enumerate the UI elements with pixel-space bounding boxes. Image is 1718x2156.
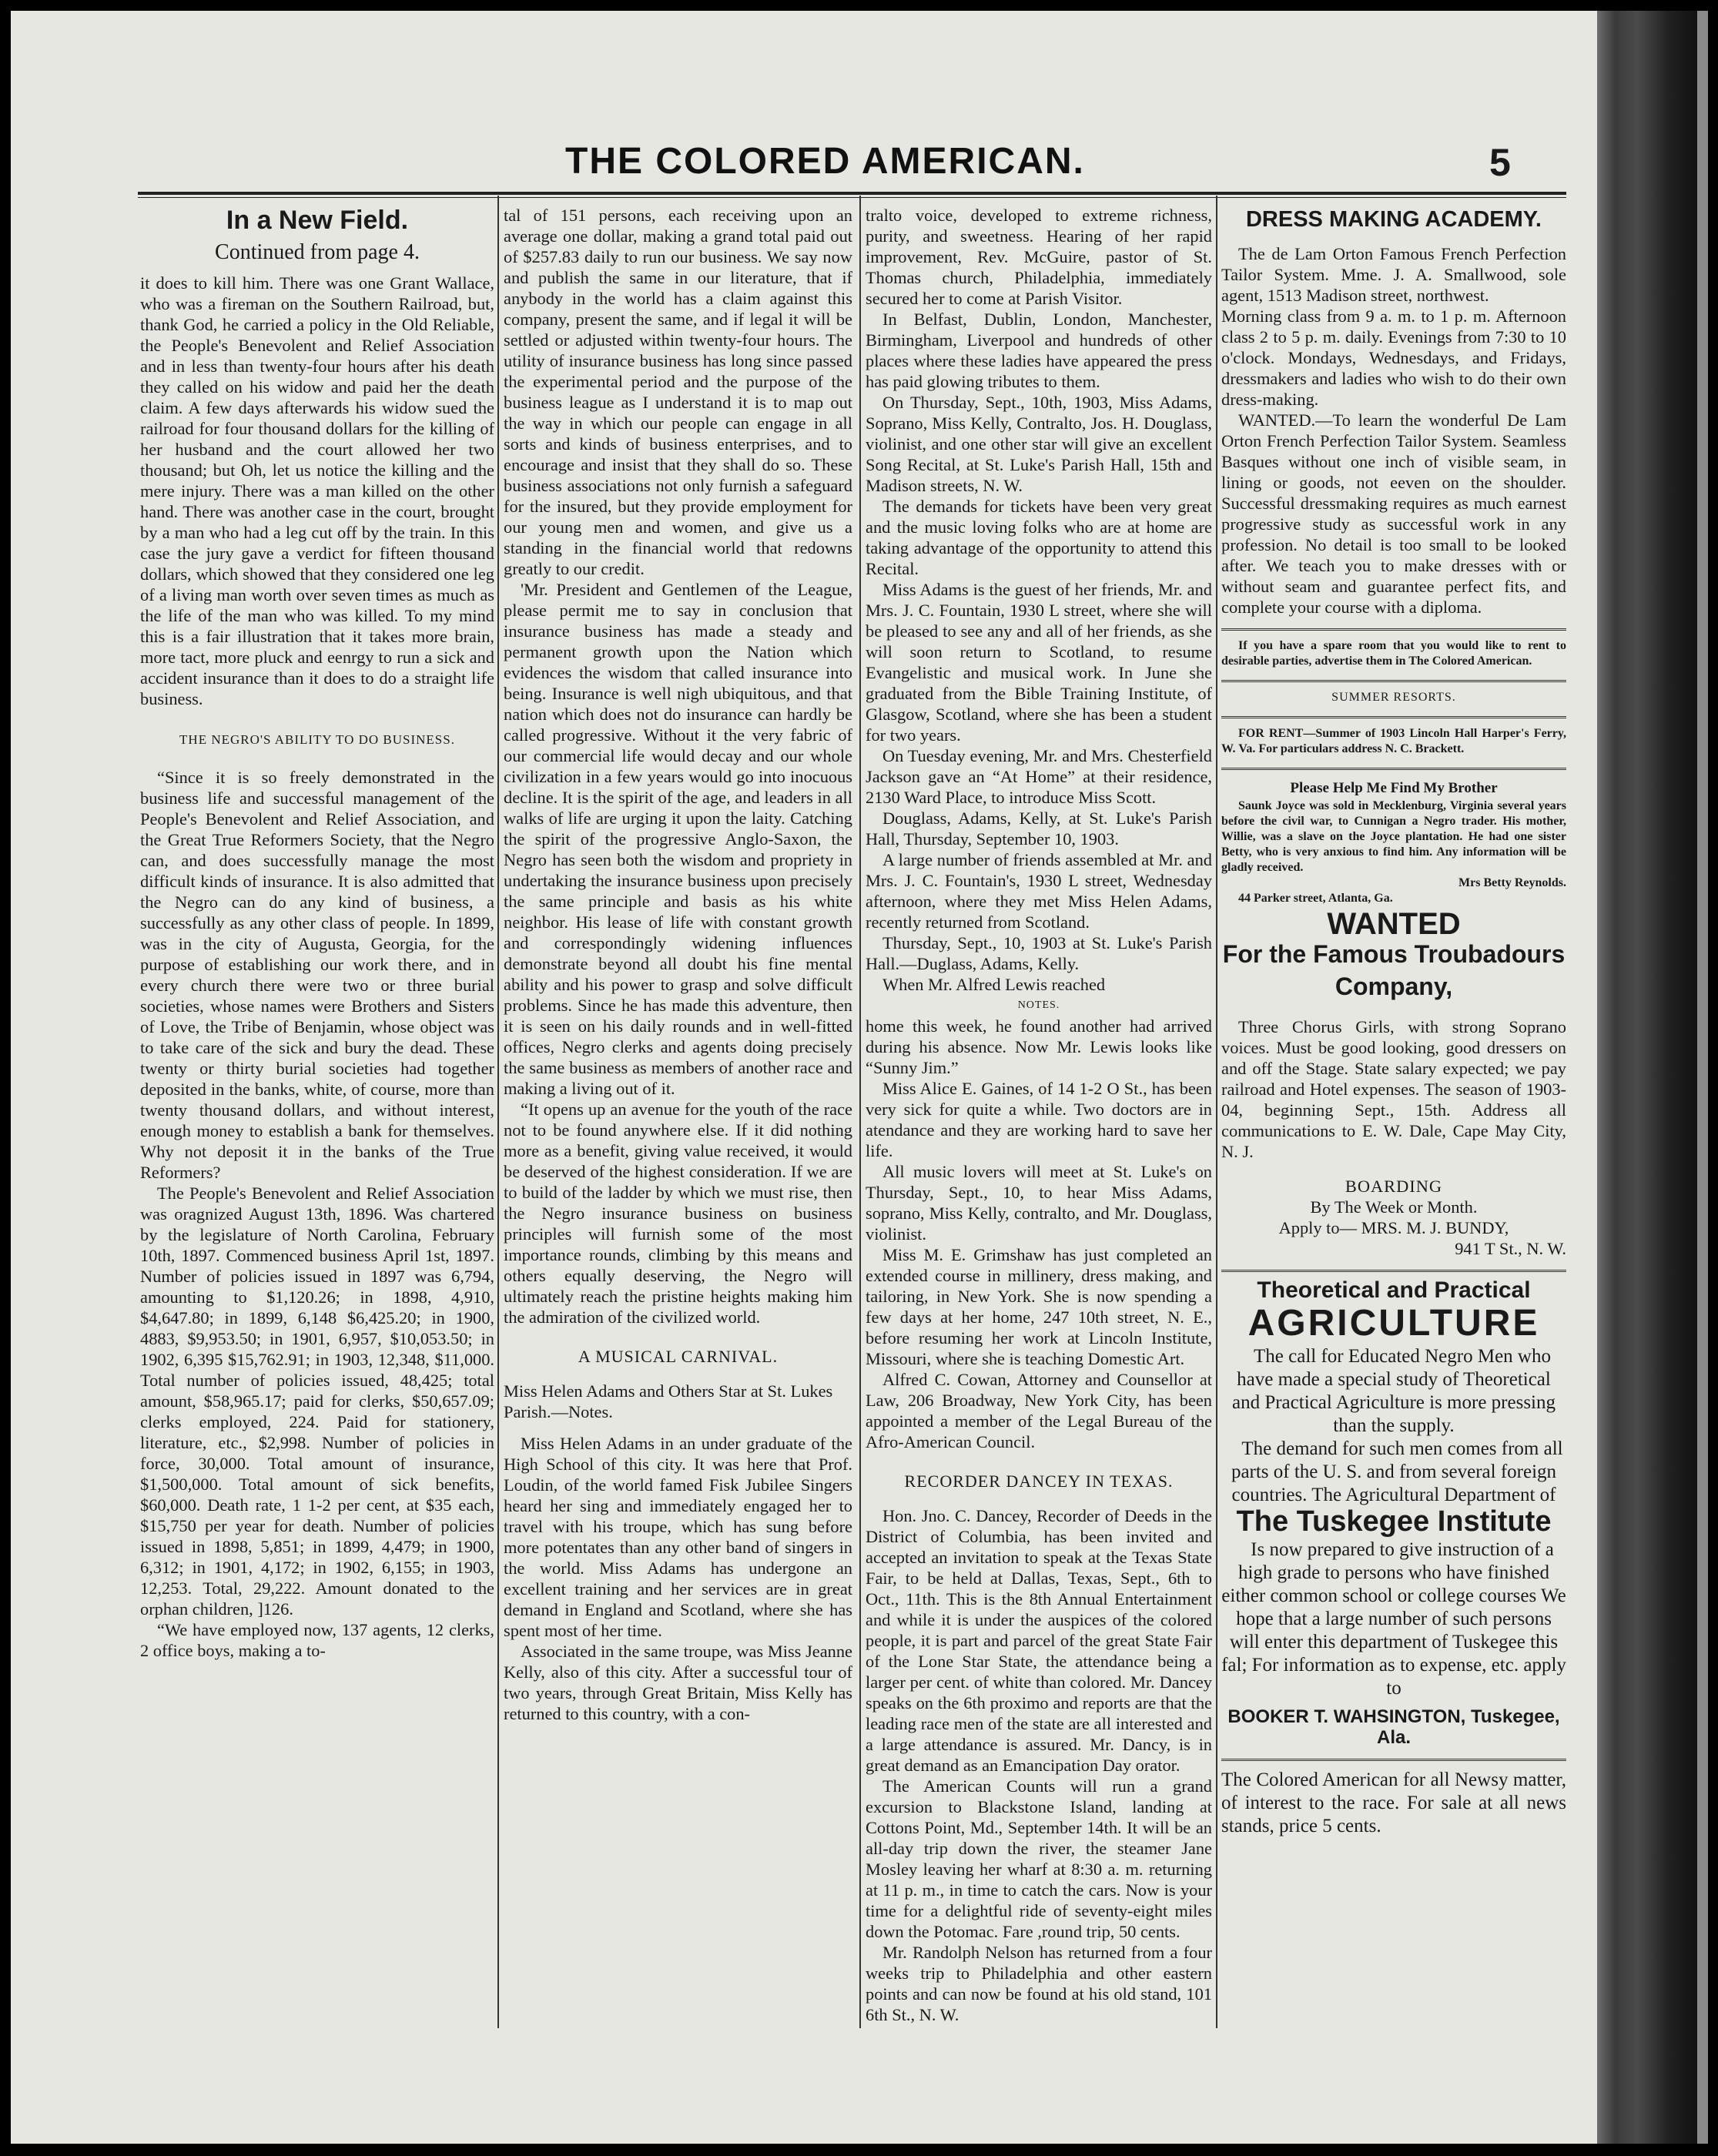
agriculture-heading: Theoretical and Practical [1257, 1277, 1531, 1303]
divider [1221, 1759, 1566, 1761]
boarding-heading: BOARDING [1345, 1177, 1443, 1196]
column-3 [866, 205, 1212, 2024]
paragraph: In Belfast, Dublin, London, Manchester, Birmingham, Liverpool and hundreds of other places where these ladies have appeared the press has paid glowing tributes to them. [866, 310, 1212, 391]
notice-text: If you have a spare room that you would like to rent to desirable parties, advertise them in The Colored American. [1221, 639, 1566, 668]
paragraph: Miss Adams is the guest of her friends, Mr. and Mrs. J. C. Fountain, 1930 L street, where she will be pleased to see any and all of her friends, as she will soon return to Scotland, to resume Evangelistic and musical work. In June she graduated from the Bible Training Institute, of Glasgow, Scotland, where she has been a student for two years. [866, 580, 1212, 745]
agriculture-text: Is now prepared to give instruction of a high grade to persons who have finished either common school or college courses We hope that a large number of such persons will enter this department of Tuskegee this fal; For information as to expense, etc. apply to [1221, 1539, 1566, 1699]
paragraph: The People's Benevolent and Relief Association was oragnized August 13th, 1896. Was chartered by the legislature of North Carolina, February 10th, 1897. Commenced business April 1st, 1897. Number of policies issued in 1897 was 6,794, amounting to $1,120.26; in 1898, 4,910, $4,647.80; in 1899, 6,148 $6,425.20; in 1900, 4883, $9,953.50; in 1901, 6,957, $10,053.50; in 1902, 6,395 $15,762.91; in 1903, 12,348, $11,000. Total number of policies issued, 48,425; total amount, $58,965.17; paid for clerks, $50,657.09; clerks employed, 224. Paid for stationery, literature, etc., $2,998. Number of policies in force, 30,000. Total amount of insurance, $1,500,000. Total amount of sick benefits, $60,000. Death rate, 1 1-2 per cent, at $35 each, $15,750 per year for death. Number of policies issued in 1898, 5,851; in 1899, 4,479; in 1900, 6,312; in 1901, 4,172; in 1902, 6,155; in 1903, 12,253. Total, 29,222. Amount donated to the orphan children, ]126. [140, 1183, 494, 1619]
book-edge [1697, 11, 1708, 2144]
article-deck: Miss Helen Adams and Others Star at St. Lukes Parish.—Notes. [504, 1381, 833, 1421]
column-2 [504, 205, 852, 2014]
brother-signature: Mrs Betty Reynolds. [1458, 876, 1566, 889]
paragraph: “We have employed now, 137 agents, 12 clerks, 2 office boys, making a to- [140, 1620, 494, 1660]
wanted-heading: WANTED [1327, 907, 1461, 941]
paragraph: A large number of friends assembled at Mr. and Mrs. J. C. Fountain's, 1930 L street, Wednesday afternoon, where they met Miss Helen Adams, recently returned from Scotland. [866, 850, 1212, 932]
wanted-text: Three Chorus Girls, with strong Soprano voices. Must be good looking, good dressers on and off the Stage. State salary expected; we pay railroad and Hotel expenses. The season of 1903-04, beginning Sept., 15th. Address all communications to E. W. Dale, Cape May City, N. J. [1221, 1017, 1566, 1161]
resorts-text: FOR RENT—Summer of 1903 Lincoln Hall Harper's Ferry, W. Va. For particulars address N. C. Brackett. [1221, 727, 1566, 755]
notes-heading: NOTES. [1017, 999, 1060, 1011]
paragraph: The American Counts will run a grand excursion to Blackstone Island, landing at Cottons Point, Md., September 14th. It will be an all-day trip down the river, the steamer Jane Mosley leaving her wharf at 8:30 a. m. returning at 11 p. m., in time to catch the cars. Now is your time for a delightful ride of seventy-eight miles down the Potomac. Fare ,round trip, 50 cents. [866, 1776, 1212, 1941]
article-subhead: Continued from page 4. [215, 240, 420, 264]
paragraph: “It opens up an avenue for the youth of the race not to be found anywhere else. If it did nothing more as a benefit, giving value received, it would be deserved of the highest consideration. If we are to build of the ladder by which we must rise, then the Negro insurance business on business principles will furnish some of the most importance rounds, climbing by this means and others equally deserving, the Negro will ultimately reach the pristine heights making him the admiration of the civilized world. [504, 1100, 852, 1327]
masthead-title: THE COLORED AMERICAN. [565, 141, 1085, 182]
paragraph: The demands for tickets have been very great and the music loving folks who are at home are taking advantage of the opportunity to attend this Recital. [866, 497, 1212, 578]
agriculture-text: The demand for such men comes from all parts of the U. S. and from several foreign countries. The Agricultural Department of [1231, 1438, 1563, 1505]
boarding-line: 941 T St., N. W. [1455, 1239, 1566, 1258]
ad-text: The de Lam Orton Famous French Perfection Tailor System. Mme. J. A. Smallwood, sole agent, 1513 Madison street, northwest. [1221, 244, 1566, 305]
book-spine [1597, 11, 1697, 2144]
paragraph: On Tuesday evening, Mr. and Mrs. Chesterfield Jackson gave an “At Home” at their residence, 2130 Ward Place, to introduce Miss Scott. [866, 746, 1212, 807]
boarding-line: By The Week or Month. [1310, 1197, 1478, 1217]
section-heading: THE NEGRO'S ABILITY TO DO BUSINESS. [179, 732, 455, 747]
column-divider [859, 196, 861, 2028]
paragraph: it does to kill him. There was one Grant Wallace, who was a fireman on the Southern Railroad, but, thank God, he carried a policy in the Old Reliable, the People's Benevolent and Relief Association and in less than twenty-four hours after his death they called on his widow and paid her the death claim. A few days afterwards his widow sued the railroad for four thousand dollars for the killing of her husband and the court allowed her two thousand; but Oh, let us notice the killing and the mere injury. There was a man killed on the other hand. There was another case in the court, brought by a man who had a leg cut off by the train. In this case the jury gave a verdict for fifteen thousand dollars, which showed that they considered one leg of a living man worth over seven times as much as the life of the man who was killed. To my mind this is a fair illustration that it takes more brain, more tact, more pluck and eenrgy to run a sick and accident insurance than it does to do a straight life business. [140, 273, 494, 708]
newspaper-page [11, 11, 1597, 2144]
paragraph: When Mr. Alfred Lewis reached [882, 975, 1106, 994]
promo-text: The Colored American for all Newsy matter, of interest to the race. For sale at all news stands, price 5 cents. [1221, 1769, 1566, 1836]
paragraph: 'Mr. President and Gentlemen of the League, please permit me to say in conclusion that insurance business has made a steady and permanent growth upon the Nation which evidences the wisdom that called insurance into being. Insurance is well nigh ubiquitous, and that nation which does not do insurance can hardly be called progressive. Without it the very fabric of our commercial life would decay and our whole civilization in a few years would go into inocuous decline. It is the spirit of the age, and leaders in all walks of life are urging it upon the laity. Catching the spirit of the progressive Anglo-Saxon, the Negro has seen both the wisdom and propriety in undertaking the insurance business upon precisely the same principle and basis as his white neighbor. His lease of life with constant growth and correspondingly widening influences demonstrate beyond all doubt his fine mental ability and his power to grasp and solve difficult problems. Since he has made this adventure, then it is seen on his daily rounds and in well-fitted offices, Negro clerks and agents doing precisely the same business as members of another race and making a living out of it. [504, 580, 852, 1098]
divider [1221, 716, 1566, 718]
masthead-rule [138, 192, 1566, 198]
agriculture-title: AGRICULTURE [1247, 1303, 1540, 1344]
ad-dressmaking-title: DRESS MAKING ACADEMY. [1245, 207, 1542, 232]
paragraph: “Since it is so freely demonstrated in the business life and successful management of the People's Benevolent and Relief Association, and the Great True Reformers Society, that the Negro can, and does successfully manage the most difficult kinds of insurance. It is also admitted that the Negro can do any kind of business, a successfully as any other class of people. In 1899, was in the city of Augusta, Georgia, for the purpose of establishing our work there, and in every church there were two or three burial societies, whose names were Brothers and Sisters of Love, the Tribe of Benjamin, whose object was to take care of the sick and bury the dead. These twenty or thirty burial societies had together deposited in the banks, white, of course, more than twenty thousand dollars, and without interest, enough money to establish a bank for themselves. Why not deposit it in the banks of the True Reformers? [140, 768, 494, 1182]
column-1 [140, 205, 494, 2014]
section-heading: RECORDER DANCEY IN TEXAS. [904, 1471, 1174, 1491]
tuskegee-title: The Tuskegee Institute [1236, 1505, 1552, 1538]
ad-text: Morning class from 9 a. m. to 1 p. m. Afternoon class 2 to 5 p. m. daily. Evenings from 7:30 to 10 o'clock. Mondays, Wednesdays, and Fridays, dressmakers and ladies who wish to do their own dress-making. [1221, 306, 1566, 409]
divider [1221, 680, 1566, 682]
agriculture-text: The call for Educated Negro Men who have made a special study of Theoretical and Practical Agriculture is more pressing than the supply. [1231, 1346, 1556, 1436]
paragraph: On Thursday, Sept., 10th, 1903, Miss Adams, Soprano, Miss Kelly, Contralto, Jos. H. Douglass, violinist, and one other star will give an excellent Song Recital, at St. Luke's Parish Hall, 15th and Madison streets, N. W. [866, 393, 1212, 495]
column-divider [1216, 196, 1217, 2028]
page-number: 5 [1489, 141, 1511, 184]
wanted-subheading: For the Famous Troubadours Company, [1222, 940, 1566, 1000]
divider [1221, 1270, 1566, 1272]
paragraph: Douglass, Adams, Kelly, at St. Luke's Parish Hall, Thursday, September 10, 1903. [866, 808, 1212, 849]
paragraph: home this week, he found another had arrived during his absence. Now Mr. Lewis looks like “Sunny Jim.” [866, 1016, 1212, 1077]
column-4-ads [1221, 205, 1566, 2014]
paragraph: Miss M. E. Grimshaw has just completed an extended course in millinery, dress making, and tailoring, in New York. She is now spending a few days at her home, 247 10th street, N. E., before resuming her work at Lincoln Institute, Missouri, where she is teaching Domestic Art. [866, 1245, 1212, 1368]
column-divider [497, 196, 499, 2028]
paragraph: Miss Helen Adams in an under graduate of the High School of this city. It was here that Prof. Loudin, of the world famed Fisk Jubilee Singers heard her sing and immediately engaged her to travel with his troupe, which has sung before more potentates than any other band of singers in the world. Miss Adams has undergone an excellent training and her services are in great demand in England and Scotland, where she has spent most of her time. [504, 1434, 852, 1640]
brother-text: Saunk Joyce was sold in Mecklenburg, Virginia several years before the civil war, to Cunnigan a Negro trader. His mother, Willie, was a slave on the Joyce plantation. He had one sister Betty, who is very anxious to find him. Any information will be gladly received. [1221, 799, 1566, 874]
paragraph: Mr. Randolph Nelson has returned from a four weeks trip to Philadelphia and other eastern points and can now be found at his old stand, 101 6th St., N. W. [866, 1943, 1212, 2024]
article-headline: In a New Field. [226, 206, 409, 235]
paragraph: Miss Alice E. Gaines, of 14 1-2 O St., has been very sick for quite a while. Two doctors are in atendance and they are working hard to save her life. [866, 1079, 1212, 1160]
paragraph: Thursday, Sept., 10, 1903 at St. Luke's Parish Hall.—Duglass, Adams, Kelly. [866, 933, 1212, 973]
paragraph: Associated in the same troupe, was Miss Jeanne Kelly, also of this city. After a successful tour of two years, through Great Britain, Miss Kelly has returned to this country, with a con- [504, 1642, 852, 1723]
divider [1221, 768, 1566, 770]
brother-address: 44 Parker street, Atlanta, Ga. [1238, 892, 1393, 905]
paragraph: Alfred C. Cowan, Attorney and Counsellor at Law, 206 Broadway, New York City, has been appointed a member of the Legal Bureau of the Afro-American Council. [866, 1370, 1212, 1451]
paragraph: All music lovers will meet at St. Luke's on Thursday, Sept., 10, to hear Miss Adams, soprano, Miss Kelly, contralto, and Mr. Douglass, violinist. [866, 1162, 1212, 1244]
ad-text: WANTED.—To learn the wonderful De Lam Orton French Perfection Tailor System. Seamless Basques without one inch of visible seam, in lining or goods, not eeven on the shoulder. Successful dressmaking requires as much earnest progressive study as successful work in any profession. No detail is too small to be looked after. We teach you to make dresses with or without seam and guarantee perfect fits, and complete your course with a diploma. [1221, 410, 1566, 617]
paragraph: tal of 151 persons, each receiving upon an average one dollar, making a grand total paid out of $257.83 daily to run our business. We say now and publish the same in our literature, that if anybody in the world has a claim against this company, present the same, and if legal it will be settled or adjusted within twenty-four hours. The utility of insurance business has long since passed the experimental period and the purpose of the business league as I understand it is to map out the way in which our people can engage in all sorts and kinds of business enterprises, and to encourage and insist that they shall do so. These business associations not only furnish a safeguard for the insured, but they provide employment for our young men and women, and give us a standing in the financial world that redowns greatly to our credit. [504, 206, 852, 578]
summer-resorts-heading: SUMMER RESORTS. [1331, 691, 1456, 704]
paragraph: tralto voice, developed to extreme richness, purity, and sweetness. Hearing of her rapid improvement, Rev. McGuire, pastor of St. Thomas church, Philadelphia, immediately secured her to come at Parish Visitor. [866, 206, 1212, 308]
brother-heading: Please Help Me Find My Brother [1290, 780, 1498, 796]
section-heading: A MUSICAL CARNIVAL. [578, 1347, 779, 1366]
agriculture-signature: BOOKER T. WAHSINGTON, Tuskegee, Ala. [1227, 1706, 1560, 1748]
paragraph: Hon. Jno. C. Dancey, Recorder of Deeds in the District of Columbia, has been invited and accepted an invitation to speak at the Texas State Fair, to be held at Dallas, Texas, Sept., 6th to Oct., 11th. This is the 8th Annual Entertainment and while it is under the auspices of the colored people, it is part and parcel of the great State Fair of the Lone Star State, the attendance being a larger per cent. of white than colored. Mr. Dancey speaks on the 6th proximo and reports are that the leading race men of the state are all interested and a large attendance is assured. Mr. Dancy, is in great demand as an Emancipation Day orator. [866, 1506, 1212, 1775]
boarding-line: Apply to— MRS. M. J. BUNDY, [1278, 1218, 1509, 1237]
divider [1221, 628, 1566, 631]
